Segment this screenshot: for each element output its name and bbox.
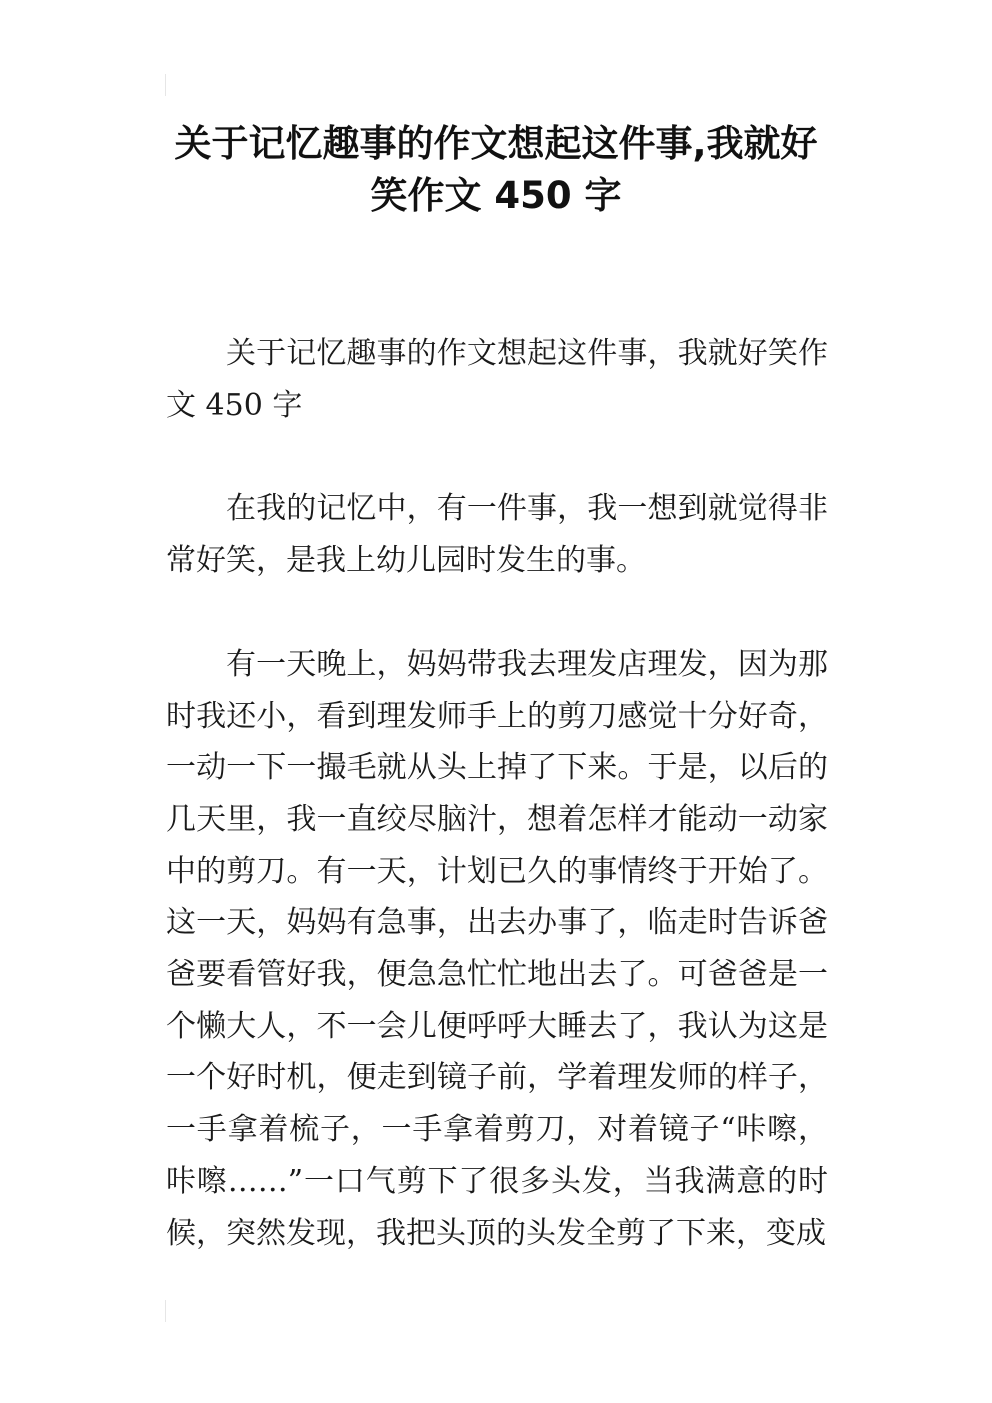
document-title: 关于记忆趣事的作文想起这件事,我就好笑作文 450 字 xyxy=(174,122,818,217)
page-corner-mark-bottom xyxy=(165,1300,166,1322)
document-body xyxy=(166,328,828,1311)
body-paragraph-intro: 在我的记忆中，有一件事，我一想到就觉得非常好笑，是我上幼儿园时发生的事。 xyxy=(166,491,828,579)
body-paragraph-heading: 关于记忆趣事的作文想起这件事，我就好笑作文 450 字 xyxy=(166,336,828,423)
page-corner-mark-top xyxy=(165,74,166,96)
body-paragraph-story: 有一天晚上，妈妈带我去理发店理发，因为那时我还小，看到理发师手上的剪刀感觉十分好奇，一动一下一撮毛就从头上掉了下来。于是，以后的几天里，我一直绞尽脑汁，想着怎样才能动一动家中的剪刀。有一天，计划已久的事情终于开始了。这一天，妈妈有急事，出去办事了，临走时告诉爸爸要看管好我，便急急忙忙地出去了。可爸爸是一个懒大人，不一会儿便呼呼大睡去了，我认为这是一个好时机，便走到镜子前，学着理发师的样子，一手拿着梳子，一手拿着剪刀，对着镜子“咔嚓，咔嚓……”一口气剪下了很多头发，当我满意的时候，突然发现，我把头顶的头发全剪了下来，变成 xyxy=(166,646,828,1251)
